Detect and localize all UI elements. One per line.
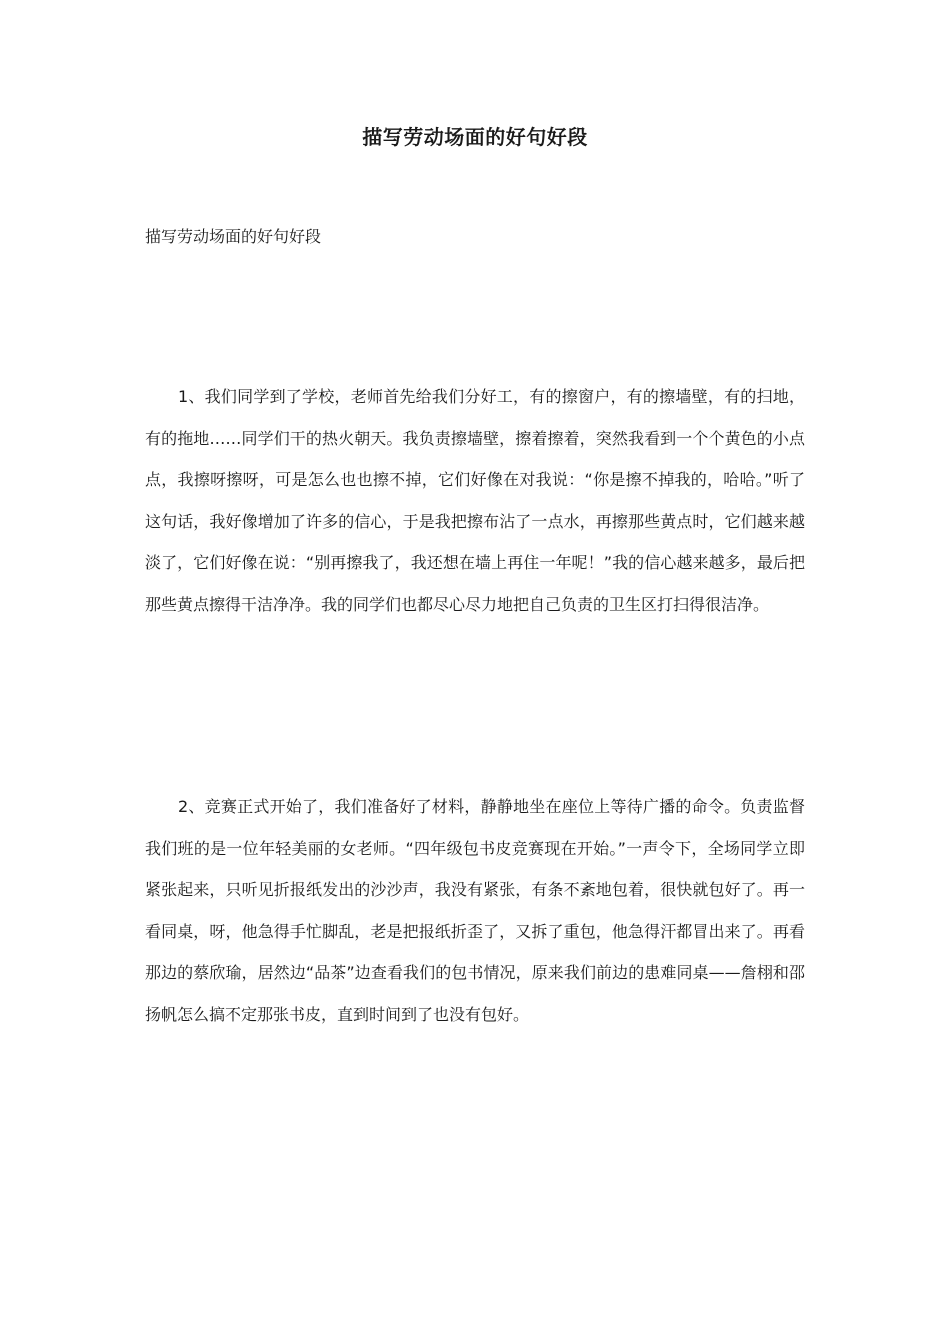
document-subtitle: 描写劳动场面的好句好段 [145,227,322,246]
paragraph-1: 1、我们同学到了学校，老师首先给我们分好工，有的擦窗户，有的擦墙壁，有的扫地，有的拖地……同学们干的热火朝天。我负责擦墙壁，擦着擦着，突然我看到一个个黄色的小点点，我擦呀擦呀，可是怎么也也擦不掉，它们好像在对我说：“你是擦不掉我的，哈哈。”听了这句话，我好像增加了许多的信心，于是我把擦布沾了一点水，再擦那些黄点时，它们越来越淡了，它们好像在说：“别再擦我了，我还想在墙上再住一年呢！”我的信心越来越多，最后把那些黄点擦得干洁净净。我的同学们也都尽心尽力地把自己负责的卫生区打扫得很洁净。 [145,387,805,614]
paragraph-2: 2、竞赛正式开始了，我们准备好了材料，静静地坐在座位上等待广播的命令。负责监督我们班的是一位年轻美丽的女老师。“四年级包书皮竞赛现在开始。”一声令下，全场同学立即紧张起来，只听见折报纸发出的沙沙声，我没有紧张，有条不紊地包着，很快就包好了。再一看同桌，呀，他急得手忙脚乱，老是把报纸折歪了，又拆了重包，他急得汗都冒出来了。再看那边的蔡欣瑜，居然边“品茶”边查看我们的包书情况，原来我们前边的患难同桌——詹栩和邵扬帆怎么搞不定那张书皮，直到时间到了也没有包好。 [145,797,805,1024]
document-title: 描写劳动场面的好句好段 [362,125,588,149]
